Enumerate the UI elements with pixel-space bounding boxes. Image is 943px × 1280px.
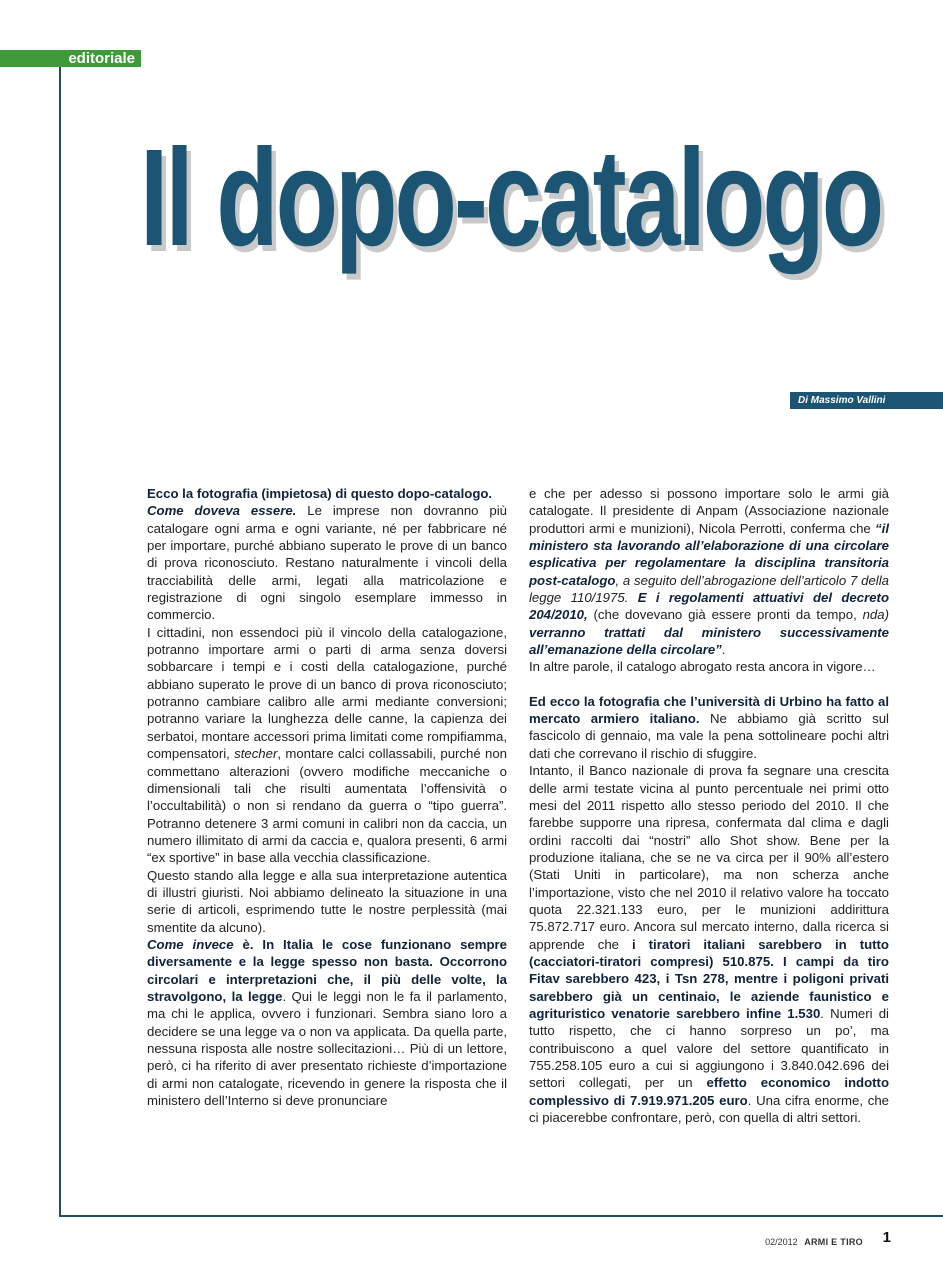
- paragraph-text: . Numeri di tutto rispetto, che ci hanno sorpreso un po’, ma contribuiscono a quel valore del settore quantificato in 755.258.105 euro a cui si aggiungono i 3.840.042.696 dei settori collegati, per un: [529, 1005, 889, 1091]
- paragraph-text: . Una cifra enorme, che ci piacerebbe confrontare, però, con quella di altri settori.: [529, 1092, 890, 1126]
- paragraph: [147, 624, 507, 867]
- issue-date: 02/2012: [765, 1237, 798, 1247]
- paragraph-text: e che per adesso si possono importare solo le armi già catalogate. Il presidente di Anpam (Associazione nazionale produttori armi e munizioni), Nicola Perrotti, conferma che: [529, 486, 889, 536]
- frame-left-line: [59, 67, 61, 1217]
- page-title: Il dopo-catalogo: [140, 121, 882, 275]
- subhead-come-doveva: Come doveva essere.: [147, 503, 297, 519]
- paragraph-text: I cittadini, non essendoci più il vincolo della catalogazione, potranno importare armi o parti di arma senza doversi sobbarcare i tempi e i costi della catalogazione, purché abbiano superato le prove di un banco di prova riconosciuto; potranno cambiare calibro alle armi mediante conversioni; potranno variare la lunghezza delle canne, la capienza dei serbatoi, montare accessori prima limitati come rompifiamma, compensatori,: [147, 624, 507, 762]
- italic-text: , a seguito dell’abrogazione dell’articolo 7 della legge 110/1975.: [529, 572, 889, 606]
- paragraph: [147, 936, 507, 1109]
- paragraph: In altre parole, il catalogo abrogato resta ancora in vigore…: [529, 659, 876, 675]
- section-rubric: editoriale: [68, 50, 135, 67]
- paragraph-text: Intanto, il Banco nazionale di prova fa segnare una crescita delle armi testate vicina al punto percentuale nei primi otto mesi del 2011 rispetto allo stesso periodo del 2010. Il che farebbe supporre una ripresa, confermata dal clima e dagli ordini raccolti dai “nostri” allo Shot show. Bene per la produzione italiana, che se ne va circa per il 90% all’estero (Stati Uniti in particolare), ma non scherza anche l’importazione, visto che nel 2010 il relativo valore ha toccato quota 22.321.133 euro, per le munizioni addirittura 75.872.717 euro. Ancora sul mercato interno, dalla ricerca si apprende che: [529, 763, 889, 952]
- paragraph: [529, 693, 889, 762]
- subhead-come-invece: Come invece: [147, 936, 234, 952]
- italic-text: nda): [862, 607, 889, 623]
- magazine-name: ARMI E TIRO: [804, 1237, 863, 1247]
- bold-text: è. In Italia le cose funzionano sempre diversamente e la legge spesso non basta. Occorrono circolari e interpretazioni che, il più delle volte, la stravolgono, la legge: [147, 936, 507, 1004]
- author-byline: Di Massimo Vallini: [798, 395, 886, 406]
- paragraph-text: .: [721, 642, 726, 658]
- quote-text: “il ministero sta lavorando all’elaborazione di una circolare esplicativa per regolamentare la disciplina transitoria post-catalogo: [529, 520, 889, 588]
- article-column-right: [529, 485, 889, 1126]
- lead-sentence: Ed ecco la fotografia che l’università di Urbino ha fatto al mercato armiero italiano.: [529, 693, 889, 727]
- paragraph-text: . Qui le leggi non le fa il parlamento, ma chi le applica, ovvero i funzionari. Sembra siano loro a decidere se una legge va o non va applicata. Da quella parte, nessuna risposta alle nostre sollecitazioni… Più di un lettore, però, ci ha riferito di aver presentato richieste d’importazione di armi non catalogate, ricevendo in genere la risposta che il ministero dell’Interno si deve pronunciare: [147, 988, 508, 1109]
- italic-term: stecher: [234, 746, 278, 762]
- bold-text: i tiratori italiani sarebbero in tutto (cacciatori-tiratori compresi) 510.875. I campi da tiro Fitav sarebbero 423, i Tsn 278, mentre i poligoni privati sarebbero già un centinaio, le aziende faunistico e agrituristico venatorie sarebbero infine 1.530: [529, 936, 889, 1021]
- bold-text: effetto economico indotto complessivo di 7.919.971.205 euro: [529, 1075, 889, 1108]
- frame-bottom-line: [59, 1215, 943, 1217]
- paragraph-text: , montare calci collassabili, purché non commettano alterazioni (ovvero modifiche meccaniche o dimensionali tali che risulti aumentata l’offensività o l’occultabilità) o non si rendano da guerra o “tipo guerra”. Potranno detenere 3 armi comuni in calibri non da caccia, un numero illimitato di armi da caccia e, qualora presenti, 6 armi “ex sportive” in base alla vecchia classificazione.: [147, 746, 507, 866]
- article-column-left: [147, 485, 507, 1109]
- quote-text: verranno trattati dal ministero successivamente all’emanazione della circolare”: [529, 624, 889, 658]
- paragraph-text: Le imprese non dovranno più catalogare ogni arma e ogni variante, né per fabbricare né per importare, purché abbiano superato le prove di un banco di prova riconosciuto. Restano naturalmente i vincoli della tracciabilità delle armi, legati alla matricolazione e registrazione di ogni singolo esemplare immesso in commercio.: [147, 503, 508, 623]
- page-footer: [765, 1235, 863, 1249]
- quote-text: E i regolamenti attuativi del decreto 204/2010,: [529, 590, 889, 623]
- paragraph: [147, 485, 507, 624]
- lead-sentence: Ecco la fotografia (impietosa) di questo dopo-catalogo.: [147, 486, 493, 501]
- page-number: 1: [882, 1229, 891, 1246]
- paragraph: [529, 762, 889, 1126]
- paragraph: [529, 485, 889, 658]
- paragraph-text: (che dovevano già essere pronti da tempo,: [587, 607, 863, 623]
- paragraph: Questo stando alla legge e alla sua interpretazione autentica di illustri giuristi. Noi abbiamo delineato la situazione in una serie di articoli, esprimendo tutte le nostre perplessità (mai smentite da alcuno).: [147, 867, 507, 935]
- paragraph-text: Ne abbiamo già scritto sul fascicolo di gennaio, ma vale la pena sottolineare pochi altri dati che correvano il rischio di sfuggire.: [529, 711, 889, 761]
